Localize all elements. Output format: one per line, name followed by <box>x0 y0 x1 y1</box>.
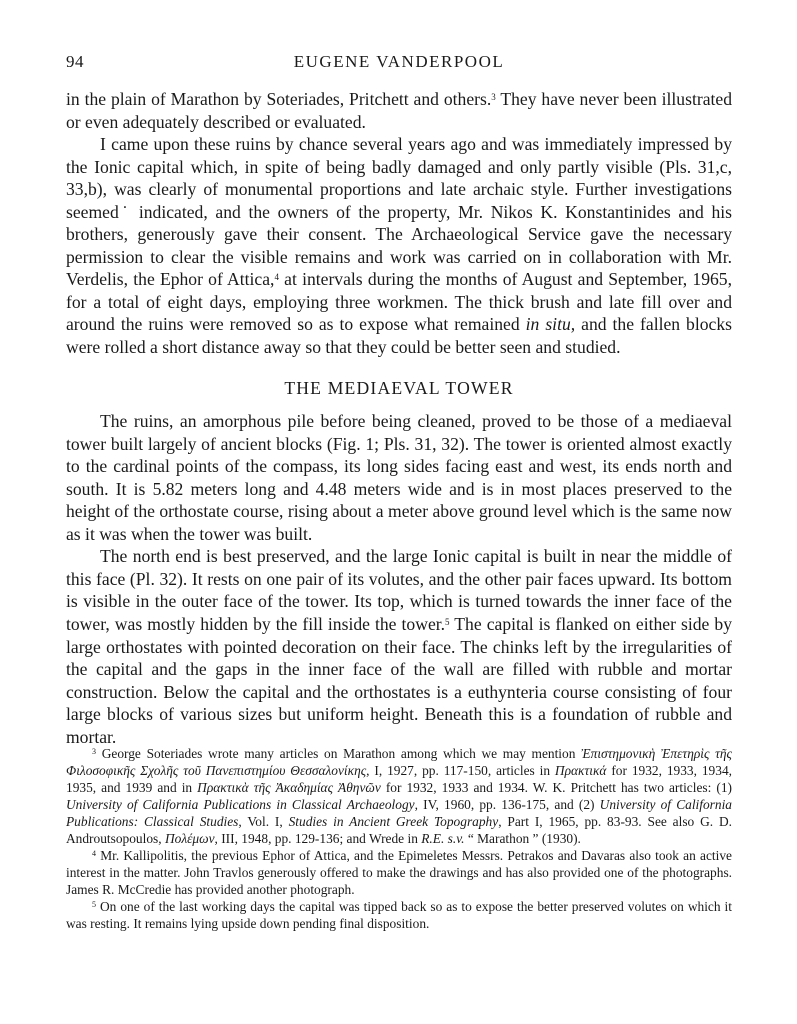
running-head: EUGENE VANDERPOOL <box>293 52 505 71</box>
footnote-3-text-e: , IV, 1960, pp. 136-175, and (2) <box>414 797 600 813</box>
section-title: THE MEDIAEVAL TOWER <box>284 377 514 398</box>
paragraph-2-text-c: at intervals during the months of August and September, 1965, for a total of eight days, employing three workmen. The thick brush and late fill over and around the ruins were removed so as to expose what remained <box>66 269 732 335</box>
paragraph-2-text-a: I came upon these ruins by chance several years ago and was immediately impressed by the Ionic capital which, in spite of being badly damaged and only partly visible (Pls. 31,c, 33,b), was clearly of monumental proportions and late archaic style. Further investigations seemed <box>66 134 732 222</box>
paragraph-2-text-d: and the fallen blocks were rolled a short distance away so that they could be better seen and studied. <box>66 314 732 358</box>
footnote-5 <box>66 898 732 932</box>
paragraph-4-text-a: The north end is best preserved, and the large Ionic capital is built in near the middle of this face (Pl. 32). It rests on one pair of its volutes, and the other pair faces upward. Its bottom is visible in the outer face of the tower. Its top, which is turned towards the inner face of the tower, was mostly hidden by the fill inside the tower. <box>66 546 732 635</box>
footnote-5-number: 5 <box>92 900 96 910</box>
footnote-3-text-a: George Soteriades wrote many articles on Marathon among which we may mention <box>96 746 582 761</box>
footnote-3-greek-b: Πρακτικά <box>554 763 607 779</box>
footnote-3-text-c: for 1932, 1933, 1934, 1935, and 1939 and in <box>66 763 732 796</box>
page-header <box>66 52 732 76</box>
footnote-3-greek-d: Πολέμων <box>164 831 215 847</box>
paragraph-4 <box>66 545 732 748</box>
footnote-3-text-i: “ Marathon ” (1930). <box>464 831 581 847</box>
paragraph-1 <box>66 88 732 133</box>
paragraph-3-text: The ruins, an amorphous pile before being cleaned, proved to be those of a mediaeval tower built largely of ancient blocks (Fig. 1; Pls. 31, 32). The tower is oriented almost exactly to the cardinal points of the compass, its long sides facing east and west, its ends north and south. It is 5.82 meters long and 4.48 meters wide and is in most places preserved to the height of the orthostate course, rising about a meter above ground level which is the same now as it was when the tower was built. <box>66 411 732 544</box>
footnote-3-text-d: for 1932, 1933 and 1934. W. K. Pritchett has two articles: (1) <box>380 780 732 796</box>
footnote-3 <box>66 745 732 847</box>
footnote-3-italic-a: University of California Publications in Classical Archaeology <box>66 797 415 813</box>
footnote-4-text: Mr. Kallipolitis, the previous Ephor of Attica, and the Epimeletes Messrs. Petrakos and Davaras also took an active interest in the matter. John Travlos generously offered to make the drawings and has also provided one of the photographs. James R. McCredie has provided another photograph. <box>66 848 732 898</box>
paragraph-3 <box>66 410 732 545</box>
footnote-3-text-g: , Part I, 1965, pp. 83-93. See also G. D. Androutsopoulos, <box>66 814 732 847</box>
footnote-3-greek-c: Πρακτικὰ τῆς Ἀκαδημίας Ἀθηνῶν <box>197 780 381 796</box>
footnote-4 <box>66 847 732 898</box>
footnote-3-text-h: , III, 1948, pp. 129-136; and Wrede in <box>214 831 422 847</box>
paragraph-1-text-b: They have never been illustrated or even adequately described or evaluated. <box>66 89 733 132</box>
footnote-3-italic-d: R.E. s.v. <box>421 831 465 847</box>
footnote-3-text-f: , Vol. I, <box>238 814 289 830</box>
paragraph-2-italic: in situ, <box>525 314 576 335</box>
page-number: 94 <box>66 52 84 71</box>
footnote-ref-3: 3 <box>491 92 496 102</box>
footnotes <box>66 745 732 933</box>
paragraph-2-text-b: indicated, and the owners of the property, Mr. Nikos K. Konstantinides and his brothers, generously gave their consent. The Archaeological Service gave the necessary permission to clear the visible remains and work was carried on in collaboration with Mr. Verdelis, the Ephor of Attica, <box>66 201 733 290</box>
footnote-4-number: 4 <box>92 849 96 859</box>
footnote-3-italic-b: University of California Publications: Classical Studies <box>66 797 732 830</box>
footnote-3-italic-c: Studies in Ancient Greek Topography <box>288 814 499 830</box>
paragraph-4-text-b: The capital is flanked on either side by large orthostates with pointed decoration on their face. The chinks left by the irregularities of the capital and the gaps in the inner face of the wall are filled with rubble and mortar construction. Below the capital and the orthostates is a euthynteria course consisting of four large blocks of various sizes but uniform height. Beneath this is a foundation of rubble and mortar. <box>66 614 732 747</box>
footnote-ref-5: 5 <box>445 617 450 628</box>
footnote-3-greek-a: Ἐπιστημονικὴ Ἐπετηρὶς τῆς Φιλοσοφικῆς Σχολῆς τοῦ Πανεπιστημίου Θεσσαλονίκης <box>66 746 732 779</box>
main-text <box>66 88 732 748</box>
paragraph-2 <box>66 133 732 358</box>
stray-mark: ˙ <box>118 201 132 222</box>
footnote-3-text-b: , I, 1927, pp. 117-150, articles in <box>366 763 555 779</box>
footnote-ref-4: 4 <box>274 272 279 283</box>
paragraph-1-text-a: in the plain of Marathon by Soteriades, Pritchett and others. <box>66 89 492 109</box>
footnote-5-text: On one of the last working days the capital was tipped back so as to expose the better preserved volutes on which it was resting. It remains lying upside down pending final disposition. <box>66 899 732 932</box>
footnote-3-number: 3 <box>92 747 96 756</box>
